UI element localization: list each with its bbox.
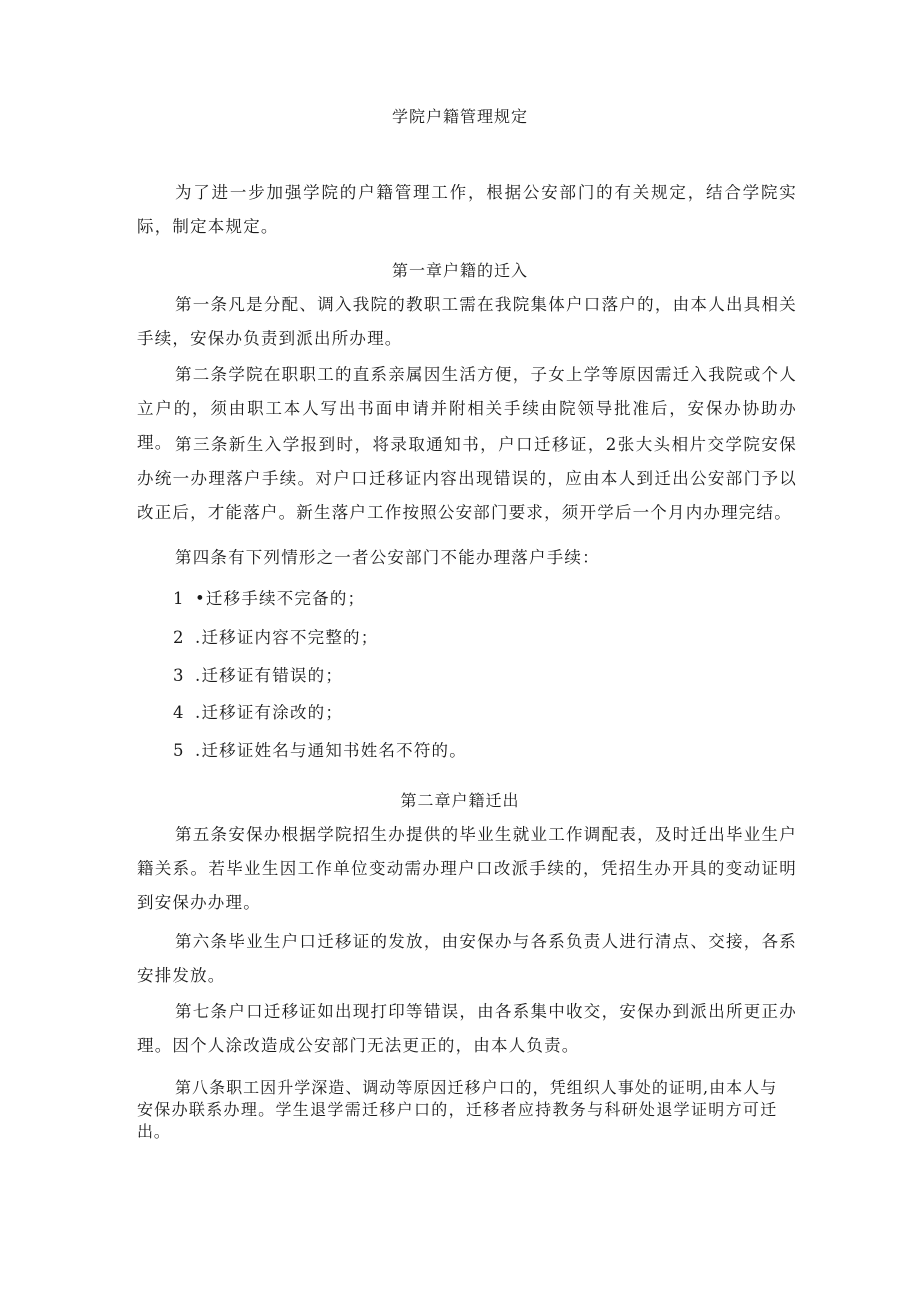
list-item [173,662,343,686]
list-item [173,737,467,761]
intro-paragraph: 为了进一步加强学院的户籍管理工作，根据公安部门的有关规定，结合学院实际，制定本规定。 [137,183,797,236]
list-item-number: 1 [173,589,185,608]
list-item-number: 3 [173,666,185,685]
list-item [173,699,343,723]
article-4: 第四条有下列情形之一者公安部门不能办理落户手续： [175,548,600,567]
article-1: 第一条凡是分配、调入我院的教职工需在我院集体户口落户的，由本人出具相关手续，安保办负责到派出所办理。 [137,295,797,348]
article-7: 第七条户口迁移证如出现打印等错误，由各系集中收交，安保办到派出所更正办理。因个人涂改造成公安部门无法更正的，由本人负责。 [137,1002,797,1055]
list-item [173,624,378,648]
article-3: 第三条新生入学报到时，将录取通知书，户口迁移证，2张大头相片交学院安保办统一办理落户手续。对户口迁移证内容出现错误的，应由本人到迁出公安部门予以改正后，才能落户。新生落户工作按照公安部门要求，须开学后一个月内办理完结。 [137,435,797,522]
article-2: 第二条学院在职职工的直系亲属因生活方便，子女上学等原因需迁入我院或个人立户的，须由职工本人写出书面申请并附相关手续由院领导批准后，安保办协助办理。 [137,365,797,452]
list-item-number: 2 [173,628,185,647]
list-item-text: .迁移证内容不完整的； [195,628,379,647]
list-item-text: .迁移证姓名与通知书姓名不符的。 [195,741,467,760]
list-item [173,585,365,609]
list-item-number: 4 [173,703,185,722]
list-item-number: 5 [173,741,185,760]
document-title: 学院户籍管理规定 [391,107,528,126]
chapter-2-heading: 第二章户籍迁出 [400,791,520,810]
list-item-text: •迁移手续不完备的； [195,589,366,608]
chapter-1-heading: 第一章户籍的迁入 [391,261,528,280]
article-6: 第六条毕业生户口迁移证的发放，由安保办与各系负责人进行清点、交接，各系安排发放。 [137,932,797,985]
list-item-text: .迁移证有错误的； [195,666,344,685]
list-item-text: .迁移证有涂改的； [195,703,344,722]
article-8: 第八条职工因升学深造、调动等原因迁移户口的，凭组织人事处的证明,由本人与安保办联系办理。学生退学需迁移户口的，迁移者应持教务与科研处退学证明方可迁出。 [137,1078,777,1141]
article-5: 第五条安保办根据学院招生办提供的毕业生就业工作调配表，及时迁出毕业生户籍关系。若毕业生因工作单位变动需办理户口改派手续的，凭招生办开具的变动证明到安保办办理。 [137,825,797,912]
